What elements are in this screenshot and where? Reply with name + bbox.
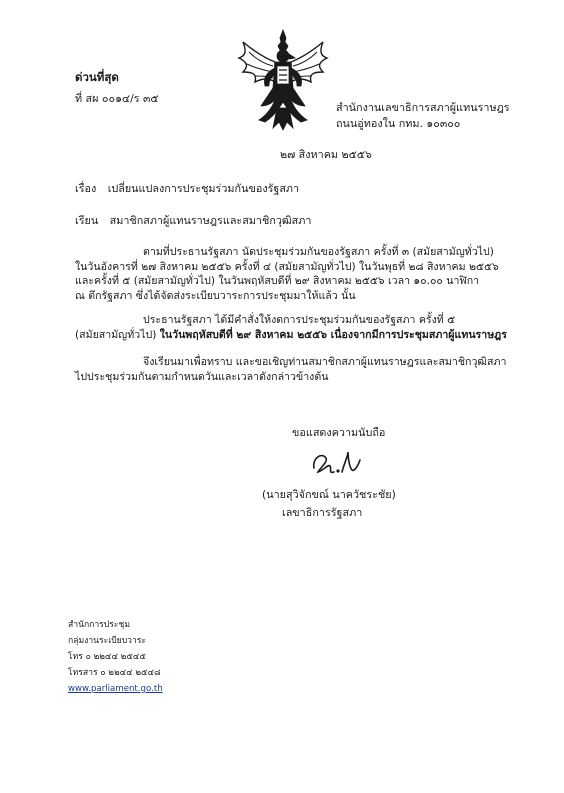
body-line: จึงเรียนมาเพื่อทราบ และขอเชิญท่านสมาชิกสภาผู้แทนราษฎรและสมาชิกวุฒิสภา <box>143 356 507 368</box>
subject-line <box>75 182 299 195</box>
body-line: ณ ตึกรัฐสภา ซึ่งได้จัดส่งระเบียบวาระการประชุมมาให้แล้ว นั้น <box>75 289 356 302</box>
subject-label: เรื่อง <box>75 182 97 195</box>
handwritten-signature-icon <box>308 446 368 482</box>
signatory-title: เลขาธิการรัฐสภา <box>282 506 363 519</box>
footer-website-link[interactable]: www.parliament.go.th <box>68 684 163 694</box>
body-paragraph-2 <box>75 313 507 342</box>
body-paragraph-1 <box>75 245 499 303</box>
footer-phone: โทร ๐ ๒๒๔๔ ๒๕๔๕ <box>68 652 146 662</box>
urgency-label: ด่วนที่สุด <box>75 70 119 84</box>
addressee-line <box>75 214 311 227</box>
signatory-name: (นายสุวิจักขณ์ นาควัชระชัย) <box>262 488 396 501</box>
closing-phrase: ขอแสดงความนับถือ <box>292 426 386 439</box>
body-line: ประธานรัฐสภา ได้มีคำสั่งให้งดการประชุมร่วมกันของรัฐสภา ครั้งที่ ๕ <box>143 314 456 326</box>
body-text-normal: (สมัยสามัญทั่วไป) <box>75 328 160 341</box>
body-paragraph-3 <box>75 355 506 384</box>
addressee-label: เรียน <box>75 214 99 227</box>
garuda-emblem-icon <box>235 28 331 132</box>
agency-address: ถนนอู่ทองใน กทม. ๑๐๓๐๐ <box>336 117 461 130</box>
footer-office: สำนักการประชุม <box>68 620 130 630</box>
body-line <box>75 328 507 343</box>
subject-text: เปลี่ยนแปลงการประชุมร่วมกันของรัฐสภา <box>107 182 300 195</box>
addressee-text: สมาชิกสภาผู้แทนราษฎรและสมาชิกวุฒิสภา <box>109 214 312 227</box>
body-line: ในวันอังคารที่ ๒๗ สิงหาคม ๒๕๕๖ ครั้งที่ ๔ (สมัยสามัญทั่วไป) ในวันพุธที่ ๒๘ สิงหาคม ๒๕๕๖ <box>75 260 499 273</box>
document-date: ๒๗ สิงหาคม ๒๕๕๖ <box>280 148 372 161</box>
body-line: และครั้งที่ ๕ (สมัยสามัญทั่วไป) ในวันพฤหัสบดีที่ ๒๙ สิงหาคม ๒๕๕๖ เวลา ๑๐.๐๐ นาฬิกา <box>75 275 480 287</box>
footer-fax: โทรสาร ๐ ๒๒๔๔ ๒๕๔๘ <box>68 668 161 678</box>
body-text-emphasis: ในวันพฤหัสบดีที่ ๒๙ สิงหาคม ๒๕๕๖ เนื่องจากมีการประชุมสภาผู้แทนราษฎร <box>159 328 507 341</box>
body-line: ตามที่ประธานรัฐสภา นัดประชุมร่วมกันของรัฐสภา ครั้งที่ ๓ (สมัยสามัญทั่วไป) <box>143 246 494 258</box>
body-line: ไปประชุมร่วมกันตามกำหนดวันและเวลาดังกล่าวข้างต้น <box>75 370 329 383</box>
footer-division: กลุ่มงานระเบียบวาระ <box>68 636 147 646</box>
agency-name: สำนักงานเลขาธิการสภาผู้แทนราษฎร <box>336 101 510 114</box>
reference-number: ที่ สผ ๐๐๑๔/ร ๓๕ <box>75 92 159 105</box>
